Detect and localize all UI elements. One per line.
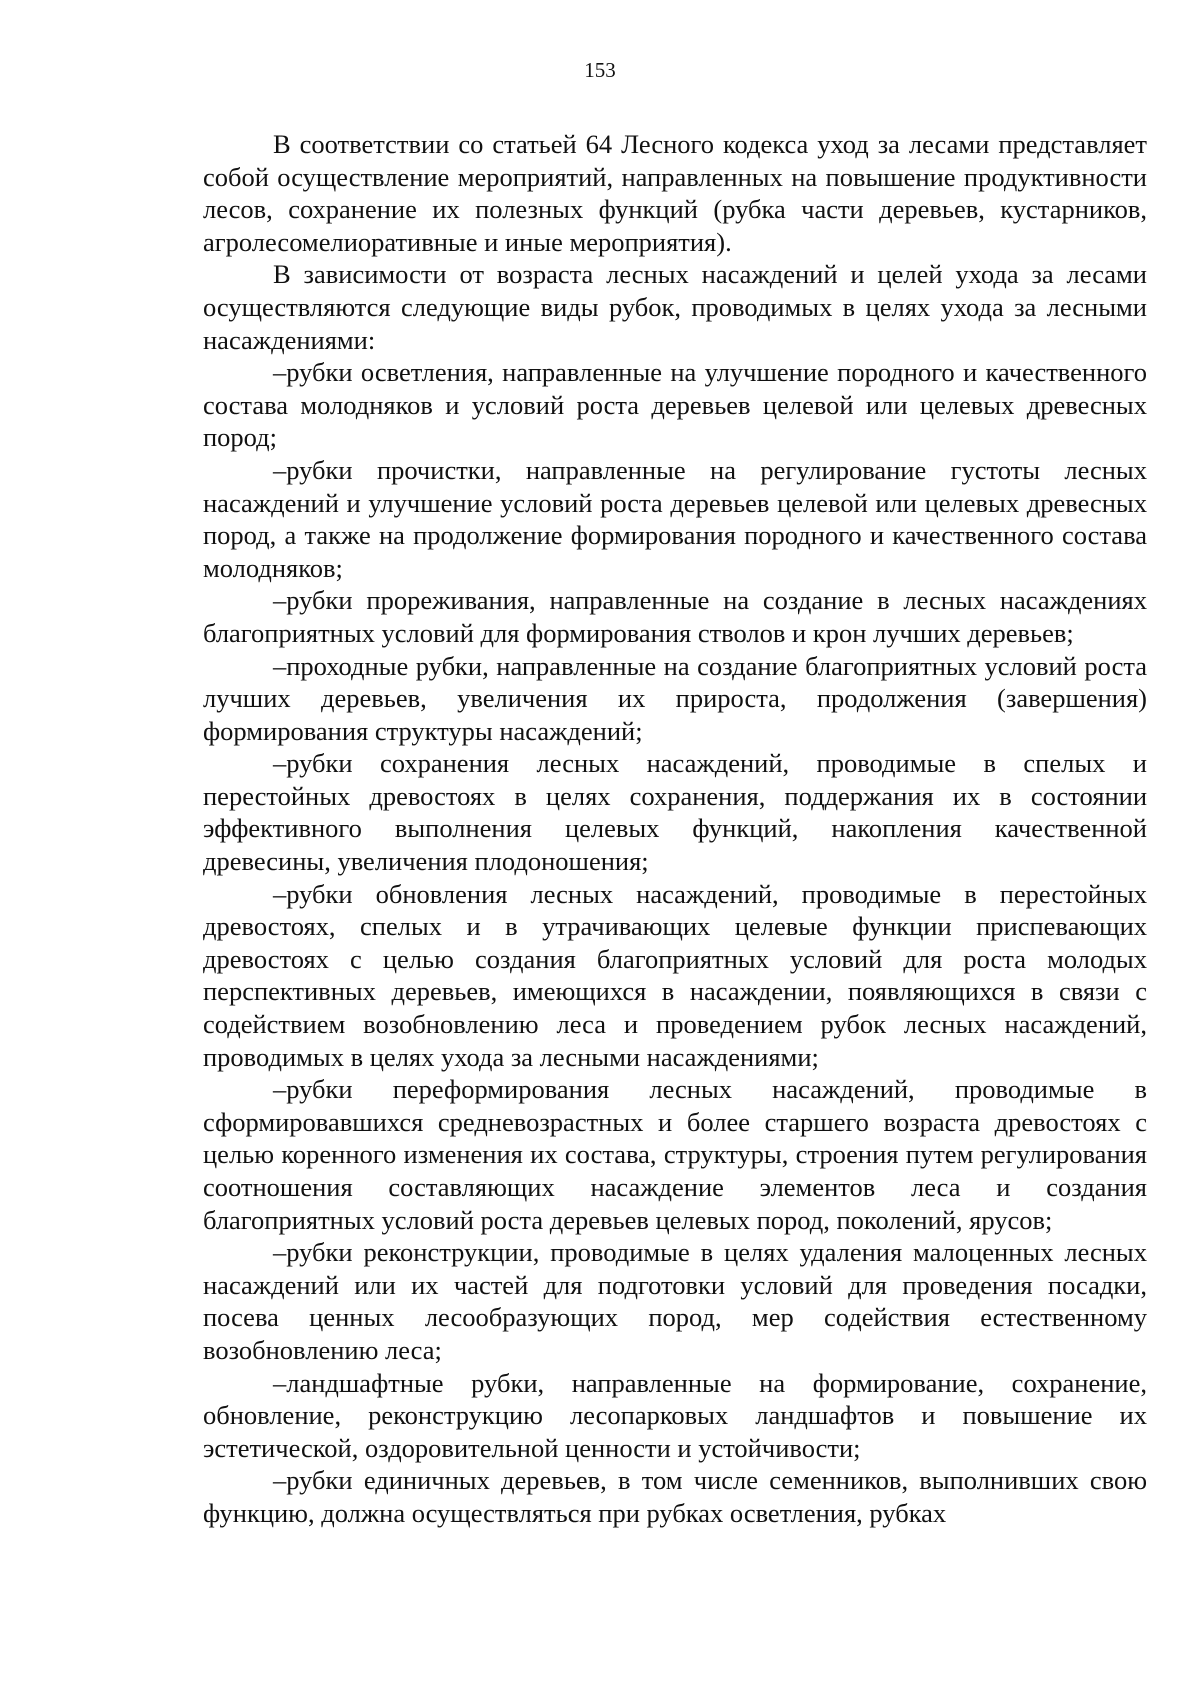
list-item-reformation-cuttings: –рубки переформирования лесных насаждений, проводимые в сформировавшихся средневозрастных и более старшего возраста древостоях с целью коренного изменения их состава, структуры, строения путем регулирования соотношения составляющих насаждение элементов леса и создания благоприятных условий роста деревьев целевых пород, поколений, ярусов; [203,1074,1147,1235]
list-item-landscape-cuttings: –ландшафтные рубки, направленные на формирование, сохранение, обновление, реконструкцию лесопарковых ландшафтов и повышение их эстетической, оздоровительной ценности и устойчивости; [203,1367,1147,1463]
list-item-clearing-cuttings: –рубки осветления, направленные на улучшение породного и качественного состава молодняков и условий роста деревьев целевой или целевых древесных пород; [203,357,1147,453]
list-item-reconstruction-cuttings: –рубки реконструкции, проводимые в целях удаления малоценных лесных насаждений или их частей для подготовки условий для проведения посадки, посева ценных лесообразующих пород, мер содействия естественному возобновлению леса; [203,1237,1147,1365]
list-item-thinning-cuttings: –рубки прореживания, направленные на создание в лесных насаждениях благоприятных условий для формирования стволов и крон лучших деревьев; [203,585,1147,648]
paragraph-cutting-types: В зависимости от возраста лесных насаждений и целей ухода за лесами осуществляются следующие виды рубок, проводимых в целях ухода за лесными насаждениями: [203,259,1147,355]
list-item-single-tree-cuttings: –рубки единичных деревьев, в том числе семенников, выполнивших свою функцию, должна осуществляться при рубках осветления, рубках [203,1465,1147,1528]
list-item-cleaning-cuttings: –рубки прочистки, направленные на регулирование густоты лесных насаждений и улучшение условий роста деревьев целевой или целевых древесных пород, а также на продолжение формирования породного и качественного состава молодняков; [203,454,1147,583]
document-body [203,128,1147,1530]
page-number: 153 [584,58,616,82]
list-item-conservation-cuttings: –рубки сохранения лесных насаждений, проводимые в спелых и перестойных древостоях в целях сохранения, поддержания их в состоянии эффективного выполнения целевых функций, накопления качественной древесины, увеличения плодоношения; [203,748,1147,877]
list-item-renewal-cuttings: –рубки обновления лесных насаждений, проводимые в перестойных древостоях, спелых и в утрачивающих целевые функции приспевающих древостоях с целью создания благоприятных условий для роста молодых перспективных деревьев, имеющихся в насаждении, появляющихся в связи с содействием возобновлению леса и проведением рубок лесных насаждений, проводимых в целях ухода за лесными насаждениями; [203,878,1147,1072]
paragraph-intro: В соответствии со статьей 64 Лесного кодекса уход за лесами представляет собой осуществление мероприятий, направленных на повышение продуктивности лесов, сохранение их полезных функций (рубка части деревьев, кустарников, агролесомелиоративные и иные мероприятия). [203,129,1147,257]
list-item-passage-cuttings: –проходные рубки, направленные на создание благоприятных условий роста лучших деревьев, увеличения их прироста, продолжения (завершения) формирования структуры насаждений; [203,650,1147,746]
